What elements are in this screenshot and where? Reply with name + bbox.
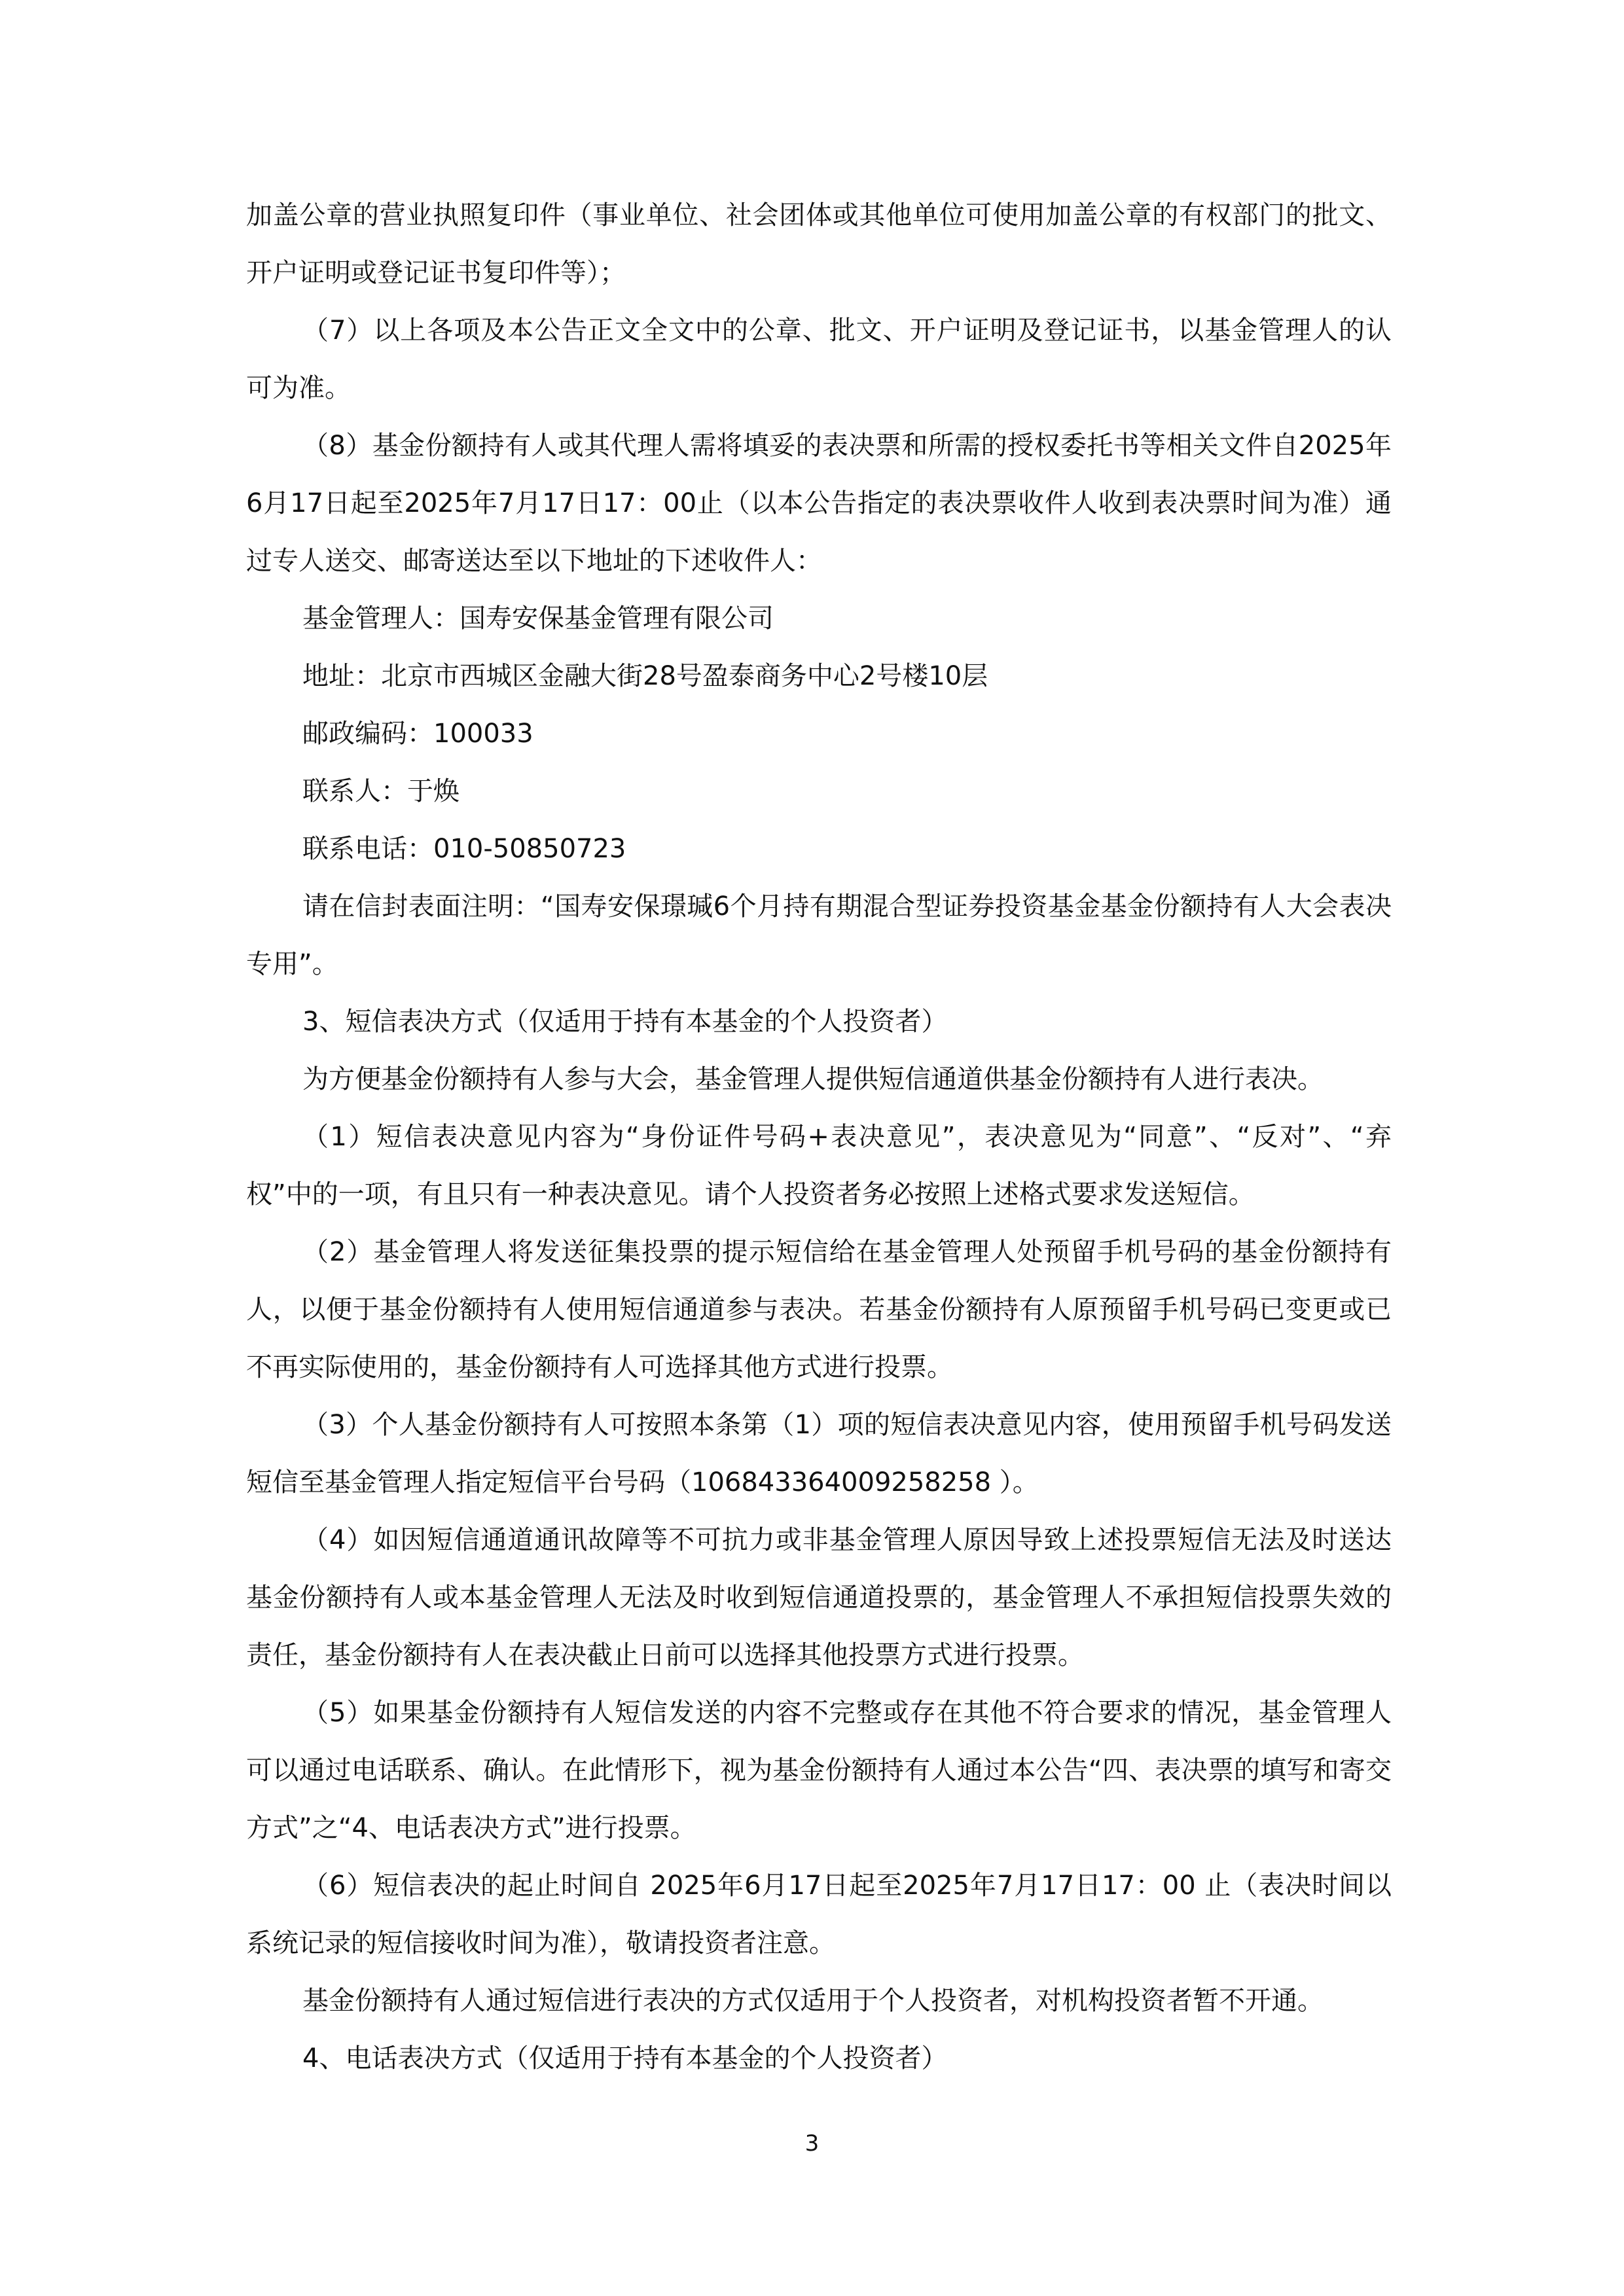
paragraph: （3）个人基金份额持有人可按照本条第（1）项的短信表决意见内容，使用预留手机号码发送短信至基金管理人指定短信平台号码（106843364009258258 ）。 [246,1410,1392,1498]
paragraph: （2）基金管理人将发送征集投票的提示短信给在基金管理人处预留手机号码的基金份额持有人，以便于基金份额持有人使用短信通道参与表决。若基金份额持有人原预留手机号码已变更或已不再实际使用的，基金份额持有人可选择其他方式进行投票。 [246,1237,1392,1382]
paragraph: （1）短信表决意见内容为“身份证件号码+表决意见”，表决意见为“同意”、“反对”、“弃权”中的一项，有且只有一种表决意见。请个人投资者务必按照上述格式要求发送短信。 [246,1122,1392,1210]
paragraph: （8）基金份额持有人或其代理人需将填妥的表决票和所需的授权委托书等相关文件自2025年6月17日起至2025年7月17日17：00止（以本公告指定的表决票收件人收到表决票时间为准）通过专人送交、邮寄送达至以下地址的下述收件人： [246,431,1392,576]
paragraph: 联系人：于焕 [302,776,460,806]
paragraph: 请在信封表面注明：“国寿安保璟瑊6个月持有期混合型证券投资基金基金份额持有人大会表决专用”。 [246,891,1392,979]
paragraph: 邮政编码：100033 [302,719,533,749]
section-heading: 4、电话表决方式（仅适用于持有本基金的个人投资者） [302,2043,948,2073]
paragraph: （7）以上各项及本公告正文全文中的公章、批文、开户证明及登记证书，以基金管理人的认可为准。 [246,315,1392,403]
paragraph: （6）短信表决的起止时间自 2025年6月17日起至2025年7月17日17：00 止（表决时间以系统记录的短信接收时间为准），敬请投资者注意。 [246,1871,1392,1958]
document-body [246,187,1392,2087]
paragraph: 基金份额持有人通过短信进行表决的方式仅适用于个人投资者，对机构投资者暂不开通。 [302,1986,1324,2016]
page-number: 3 [804,2130,820,2157]
paragraph: 加盖公章的营业执照复印件（事业单位、社会团体或其他单位可使用加盖公章的有权部门的批文、开户证明或登记证书复印件等）； [246,200,1392,288]
section-heading: 3、短信表决方式（仅适用于持有本基金的个人投资者） [302,1007,948,1037]
paragraph: 地址：北京市西城区金融大街28号盈泰商务中心2号楼10层 [302,661,988,691]
paragraph: 为方便基金份额持有人参与大会，基金管理人提供短信通道供基金份额持有人进行表决。 [302,1064,1324,1094]
paragraph: 基金管理人：国寿安保基金管理有限公司 [302,603,774,634]
paragraph: （5）如果基金份额持有人短信发送的内容不完整或存在其他不符合要求的情况，基金管理人可以通过电话联系、确认。在此情形下，视为基金份额持有人通过本公告“四、表决票的填写和寄交方式”之“4、电话表决方式”进行投票。 [246,1698,1392,1843]
paragraph: （4）如因短信通道通讯故障等不可抗力或非基金管理人原因导致上述投票短信无法及时送达基金份额持有人或本基金管理人无法及时收到短信通道投票的，基金管理人不承担短信投票失效的责任，基金份额持有人在表决截止日前可以选择其他投票方式进行投票。 [246,1525,1392,1670]
paragraph: 联系电话：010-50850723 [302,834,626,864]
